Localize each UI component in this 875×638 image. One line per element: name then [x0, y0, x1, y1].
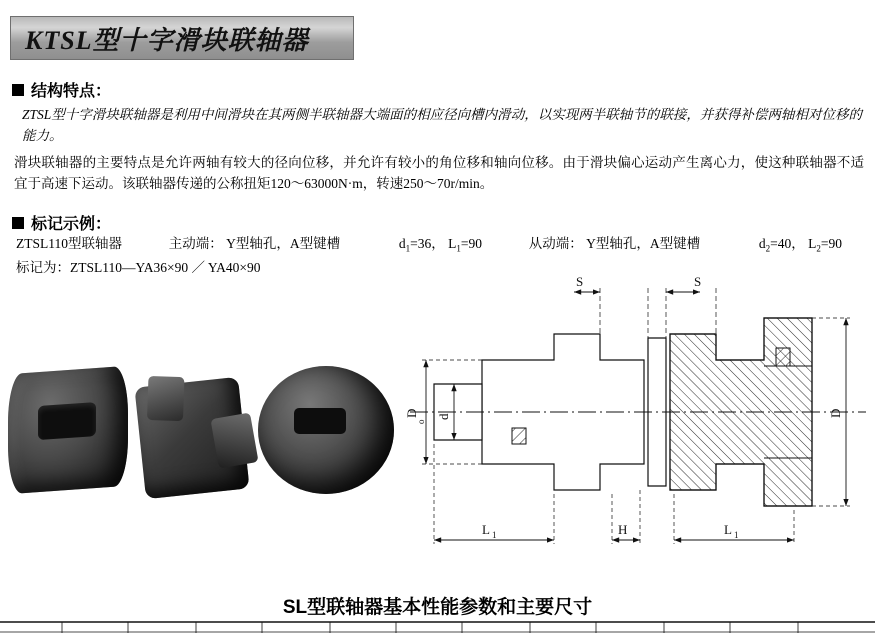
marking-drive-l-sub: 1	[456, 243, 461, 254]
dim-label-d-right: D	[828, 408, 843, 418]
marking-drive-end-label: 主动端：	[168, 236, 223, 251]
dim-label-d-outer: D	[404, 408, 419, 418]
page-title-banner	[10, 16, 354, 60]
photo-left-half-coupling	[8, 366, 128, 494]
dim-label-s-right: S	[694, 274, 702, 289]
marking-driven-l-label: L	[808, 236, 817, 251]
marking-model: ZTSL110型联轴器	[16, 236, 122, 251]
marking-driven-end-bore: Y型轴孔，A型键槽	[586, 236, 701, 251]
marking-drive-end-bore: Y型轴孔，A型键槽	[226, 236, 341, 251]
section-heading-structure-label: 结构特点：	[31, 83, 112, 100]
marking-drive-l-label: L	[448, 236, 457, 251]
marking-drive-d-value: =36，	[410, 236, 445, 251]
photo-cross-slider	[134, 377, 249, 499]
marking-drive-l-value: =90	[460, 236, 482, 251]
section-heading-structure	[12, 78, 111, 101]
marking-driven-end-label: 从动端：	[528, 236, 583, 251]
dim-label-d-bore: d	[436, 413, 451, 420]
square-bullet-icon	[12, 84, 24, 96]
marking-driven-d-sub: 2	[765, 243, 771, 254]
dim-label-l-left-sub: 1	[492, 530, 497, 540]
marking-drive-d-sub: 1	[405, 243, 411, 254]
dim-label-l-right-sub: 1	[734, 530, 739, 540]
footer-caption: SL型联轴器基本性能参数和主要尺寸	[282, 597, 593, 618]
table-rule-lines	[0, 621, 875, 633]
structure-paragraph-1: ZTSL型十字滑块联轴器是利用中间滑块在其两侧半联轴器大端面的相应径向槽内滑动，以实现两半联轴节的联接，并获得补偿两轴相对位移的能力。	[22, 107, 862, 143]
product-photo-group	[0, 330, 412, 530]
dim-label-l-right: L	[724, 522, 732, 537]
dim-label-l-left: L	[482, 522, 490, 537]
photo-right-half-coupling	[258, 366, 394, 494]
section-heading-marking-label: 标记示例：	[31, 216, 112, 233]
marking-drive-d-label: d	[398, 236, 406, 251]
section-heading-marking	[12, 211, 111, 234]
square-bullet-icon	[12, 217, 24, 229]
page-title: KTSL型十字滑块联轴器	[25, 25, 309, 55]
technical-drawing	[404, 272, 872, 572]
marking-driven-d-label: d	[758, 236, 766, 251]
table-top-border	[0, 620, 875, 632]
marking-example-line-2: 标记为：ZTSL110—YA36×90 ／ YA40×90	[16, 260, 261, 275]
coupling-section-drawing	[404, 272, 872, 572]
dim-label-h: H	[618, 522, 628, 537]
marking-driven-l-sub: 2	[816, 243, 821, 254]
structure-paragraph-2: 滑块联轴器的主要特点是允许两轴有较大的径向位移，并允许有较小的角位移和轴向位移。由于滑块偏心运动产生离心力，使这种联轴器不适宜于高速下运动。该联轴器传递的公称扭矩120～63000N·m，转速250～70r/min。	[14, 155, 864, 191]
dim-label-s-left: S	[576, 274, 584, 289]
marking-driven-l-value: =90	[820, 236, 842, 251]
dim-label-d-outer-sub: o	[416, 419, 426, 424]
marking-driven-d-value: =40，	[770, 236, 805, 251]
marking-example-line-1	[16, 232, 866, 254]
